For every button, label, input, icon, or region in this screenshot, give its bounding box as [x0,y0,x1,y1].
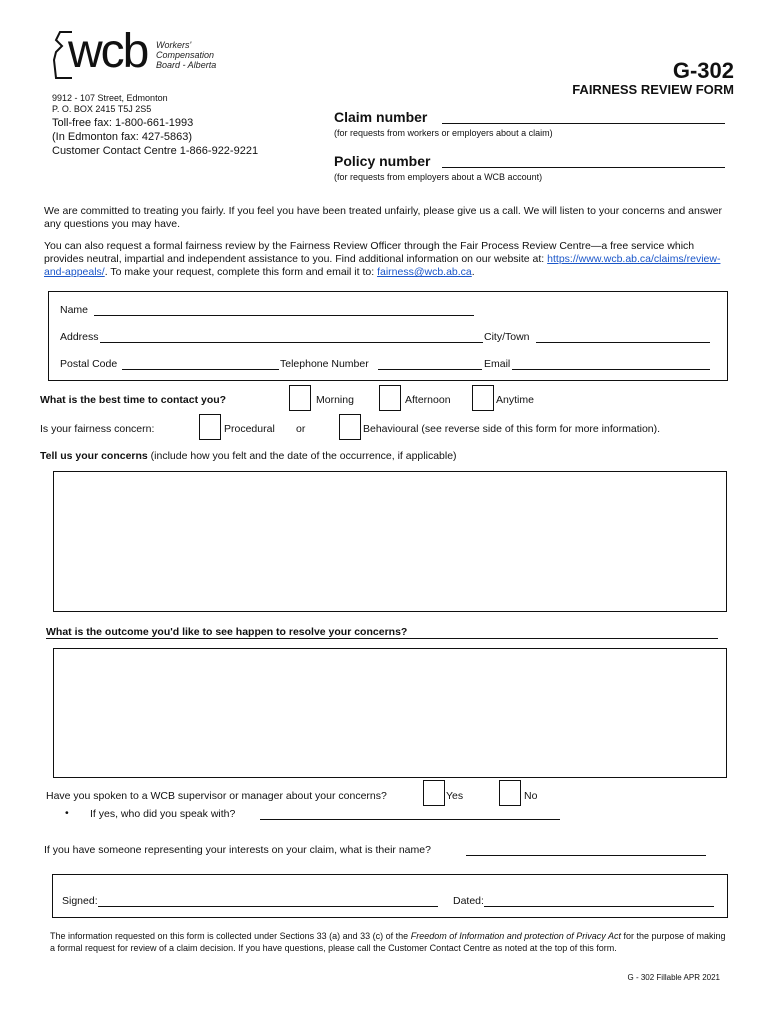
privacy-notice-text-1: The information requested on this form is collected under Sections 33 (a) and 33 (c) of the [50,931,411,941]
signature-box [52,874,728,918]
bullet-icon: • [65,807,69,819]
tell-us-heading [40,450,457,462]
address-edmonton-fax: (In Edmonton fax: 427-5863) [52,131,193,143]
morning-label: Morning [316,394,354,406]
address-contact-centre: Customer Contact Centre 1-866-922-9221 [52,145,259,157]
supervisor-no-label: No [524,790,538,802]
procedural-checkbox[interactable] [199,414,221,440]
logo-line-2: Compensation [156,50,215,60]
behavioural-checkbox[interactable] [339,414,361,440]
email-label: Email [484,358,511,370]
intro-paragraph-1: We are committed to treating you fairly. If you feel you have been treated unfairly, please give us a call. We will listen to your concerns and answer any questions you may have. [44,205,722,230]
supervisor-name-field[interactable] [260,819,560,820]
supervisor-question: Have you spoken to a WCB supervisor or manager about your concerns? [46,790,387,802]
morning-checkbox[interactable] [289,385,311,411]
supervisor-yes-checkbox[interactable] [423,780,445,806]
intro-paragraph-2-end: . [471,266,475,278]
or-label: or [296,423,306,435]
form-number: G-302 [672,58,734,83]
anytime-checkbox[interactable] [472,385,494,411]
logo-mark: wcb [68,25,148,78]
address-label: Address [60,331,99,343]
form-version: G - 302 Fillable APR 2021 [627,973,720,982]
postal-code-label: Postal Code [60,358,118,370]
postal-code-field[interactable] [122,369,279,370]
claim-number-label: Claim number [334,109,428,125]
supervisor-followup-label: If yes, who did you speak with? [90,808,236,820]
claim-number-field[interactable] [442,123,725,124]
address-pobox: P. O. BOX 2415 T5J 2S5 [52,104,152,114]
representative-question: If you have someone representing your interests on your claim, what is their name? [44,844,431,856]
supervisor-yes-label: Yes [446,790,464,802]
tell-us-bold: Tell us your concerns [40,450,148,462]
intro-paragraph-2-text: You can also request a formal fairness review by the Fairness Review Officer through the Fair Process Review Centre—a free service which provides neutral, impartial and independent assistance to you. Find additional information on our website at: [44,240,695,265]
policy-number-note: (for requests from employers about a WCB account) [334,172,543,182]
tell-us-note: (include how you felt and the date of the occurrence, if applicable) [147,450,457,462]
best-time-question: What is the best time to contact you? [40,394,227,406]
telephone-label: Telephone Number [280,358,369,370]
signed-label: Signed: [62,895,98,907]
privacy-notice-text-2: for the purpose of making a formal request for review of a claim decision. If you have questions, please call the Customer Contact Centre as noted at the top of this form. [50,931,726,953]
concern-type-question: Is your fairness concern: [40,423,155,435]
claim-number-note: (for requests from workers or employers about a claim) [334,128,553,138]
logo-line-1: Workers' [156,40,192,50]
outcome-question-underline [46,638,718,639]
name-field[interactable] [94,315,474,316]
city-label: City/Town [484,331,530,343]
city-field[interactable] [536,342,710,343]
outcome-textarea[interactable] [53,648,727,778]
intro-paragraph-2 [44,240,724,279]
contact-info-box [48,291,728,381]
logo-line-3: Board - Alberta [156,60,217,70]
address-tollfree-fax: Toll-free fax: 1-800-661-1993 [52,117,194,129]
privacy-notice [50,931,726,954]
anytime-label: Anytime [496,394,534,406]
procedural-label: Procedural [224,423,275,435]
policy-number-label: Policy number [334,153,431,169]
outcome-question: What is the outcome you'd like to see happen to resolve your concerns? [46,626,408,638]
afternoon-checkbox[interactable] [379,385,401,411]
name-label: Name [60,304,89,316]
email-field[interactable] [512,369,710,370]
afternoon-label: Afternoon [405,394,451,406]
address-field[interactable] [100,342,483,343]
privacy-act-name: Freedom of Information and protection of Privacy Act [410,931,621,941]
wcb-logo [52,25,232,82]
concerns-textarea[interactable] [53,471,727,612]
address-street: 9912 - 107 Street, Edmonton [52,93,168,103]
behavioural-label: Behavioural (see reverse side of this form for more information). [363,423,661,435]
date-field[interactable] [484,906,714,907]
fairness-email-link[interactable]: fairness@wcb.ab.ca [377,266,472,278]
telephone-field[interactable] [378,369,482,370]
policy-number-field[interactable] [442,167,725,168]
supervisor-no-checkbox[interactable] [499,780,521,806]
review-appeals-link[interactable]: https://www.wcb.ab.ca/claims/review-and-appeals/ [44,253,721,278]
representative-name-field[interactable] [466,855,706,856]
intro-paragraph-2-mid: . To make your request, complete this form and email it to: [104,266,378,278]
form-title: FAIRNESS REVIEW FORM [572,82,734,97]
signature-field[interactable] [98,906,438,907]
dated-label: Dated: [453,895,484,907]
